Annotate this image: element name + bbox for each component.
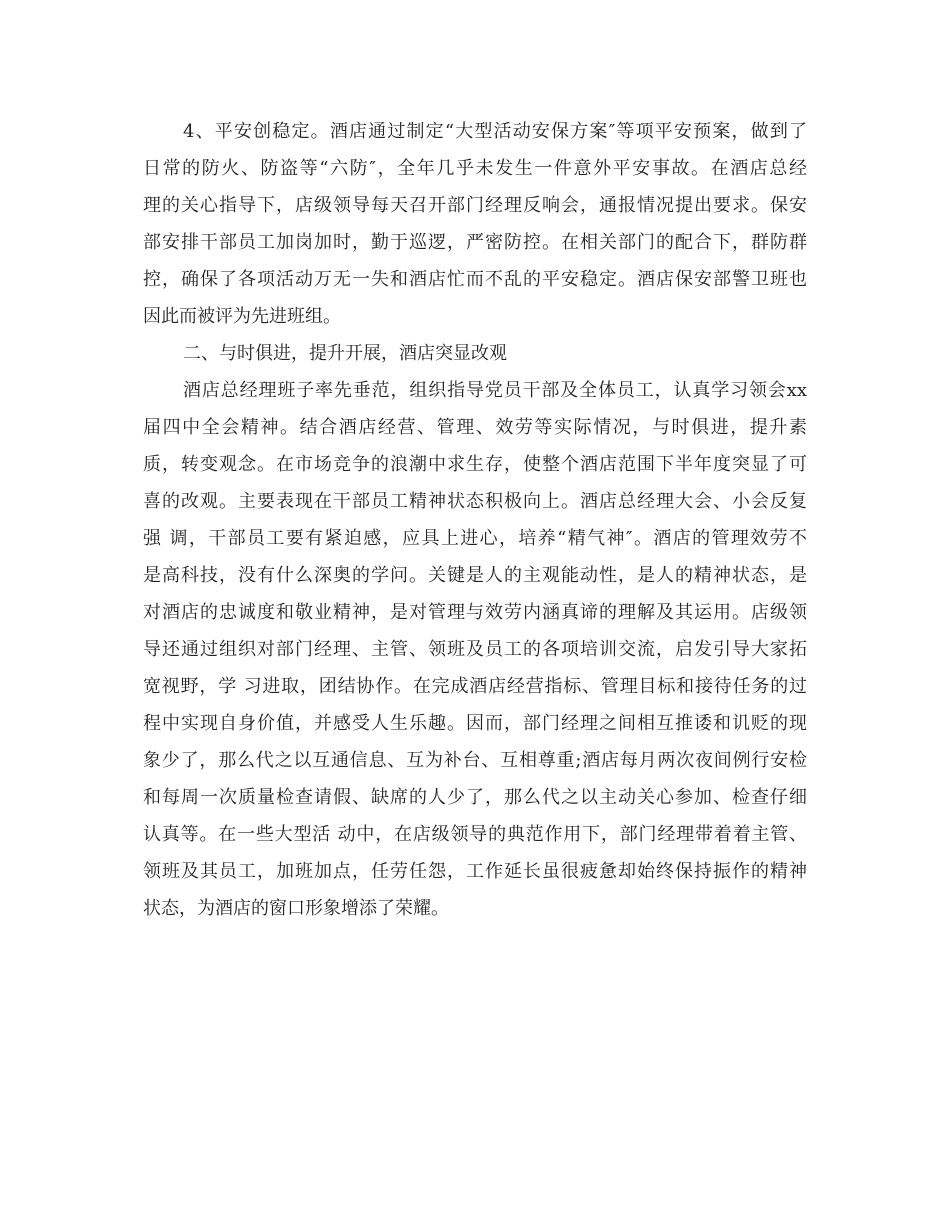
- text-line: 和每周一次质量检查请假、缺席的人少了，那么代之以主动关心参加、检查仔细: [143, 787, 807, 808]
- text-line: 理的关心指导下，店级领导每天召开部门经理反响会，通报情况提出要求。保安: [143, 195, 807, 216]
- text-line: 领班及其员工，加班加点，任劳任怨，工作延长虽很疲惫却始终保持振作的精神: [143, 861, 807, 882]
- text-line: 质，转变观念。在市场竞争的浪潮中求生存，使整个酒店范围下半年度突显了可: [143, 454, 807, 475]
- text-line: 届四中全会精神。结合酒店经营、管理、效劳等实际情况，与时俱进，提升素: [143, 417, 807, 438]
- text-line: 部安排干部员工加岗加时，勤于巡逻，严密防控。在相关部门的配合下，群防群: [143, 232, 807, 253]
- text-line: 强 调，干部员工要有紧迫感，应具上进心，培养“精气神″。酒店的管理效劳不: [143, 528, 807, 549]
- text-line: 象少了，那么代之以互通信息、互为补台、互相尊重;酒店每月两次夜间例行安检: [143, 750, 807, 771]
- section-heading: [143, 335, 807, 372]
- text-line: 4、平安创稳定。酒店通过制定“大型活动安保方案″等项平安预案，做到了: [183, 121, 807, 142]
- text-line: 认真等。在一些大型活 动中，在店级领导的典范作用下，部门经理带着着主管、: [143, 824, 807, 845]
- text-line: 日常的防火、防盗等“六防″，全年几乎未发生一件意外平安事故。在酒店总经: [143, 158, 807, 179]
- text-line: 导还通过组织对部门经理、主管、领班及员工的各项培训交流，启发引导大家拓: [143, 639, 807, 660]
- text-line: 状态，为酒店的窗口形象增添了荣耀。: [143, 898, 449, 919]
- text-line: 控，确保了各项活动万无一失和酒店忙而不乱的平安稳定。酒店保安部警卫班也: [143, 269, 807, 290]
- document-body: [143, 113, 807, 927]
- text-line: 对酒店的忠诚度和敬业精神，是对管理与效劳内涵真谛的理解及其运用。店级领: [143, 602, 807, 623]
- text-line: 宽视野，学 习进取，团结协作。在完成酒店经营指标、管理目标和接待任务的过: [143, 676, 807, 697]
- paragraph-progress: [143, 372, 807, 927]
- text-line: 是高科技，没有什么深奥的学问。关键是人的主观能动性，是人的精神状态，是: [143, 565, 807, 586]
- text-line: 程中实现自身价值，并感受人生乐趣。因而，部门经理之间相互推诿和讥贬的现: [143, 713, 807, 734]
- text-line: 喜的改观。主要表现在干部员工精神状态积极向上。酒店总经理大会、小会反复: [143, 491, 807, 512]
- section-heading-text: 二、与时俱进，提升开展，酒店突显改观: [183, 343, 507, 364]
- paragraph-safety: [143, 113, 807, 335]
- text-line: 因此而被评为先进班组。: [143, 306, 341, 327]
- text-line: 酒店总经理班子率先垂范，组织指导党员干部及全体员工，认真学习领会xx: [183, 380, 807, 401]
